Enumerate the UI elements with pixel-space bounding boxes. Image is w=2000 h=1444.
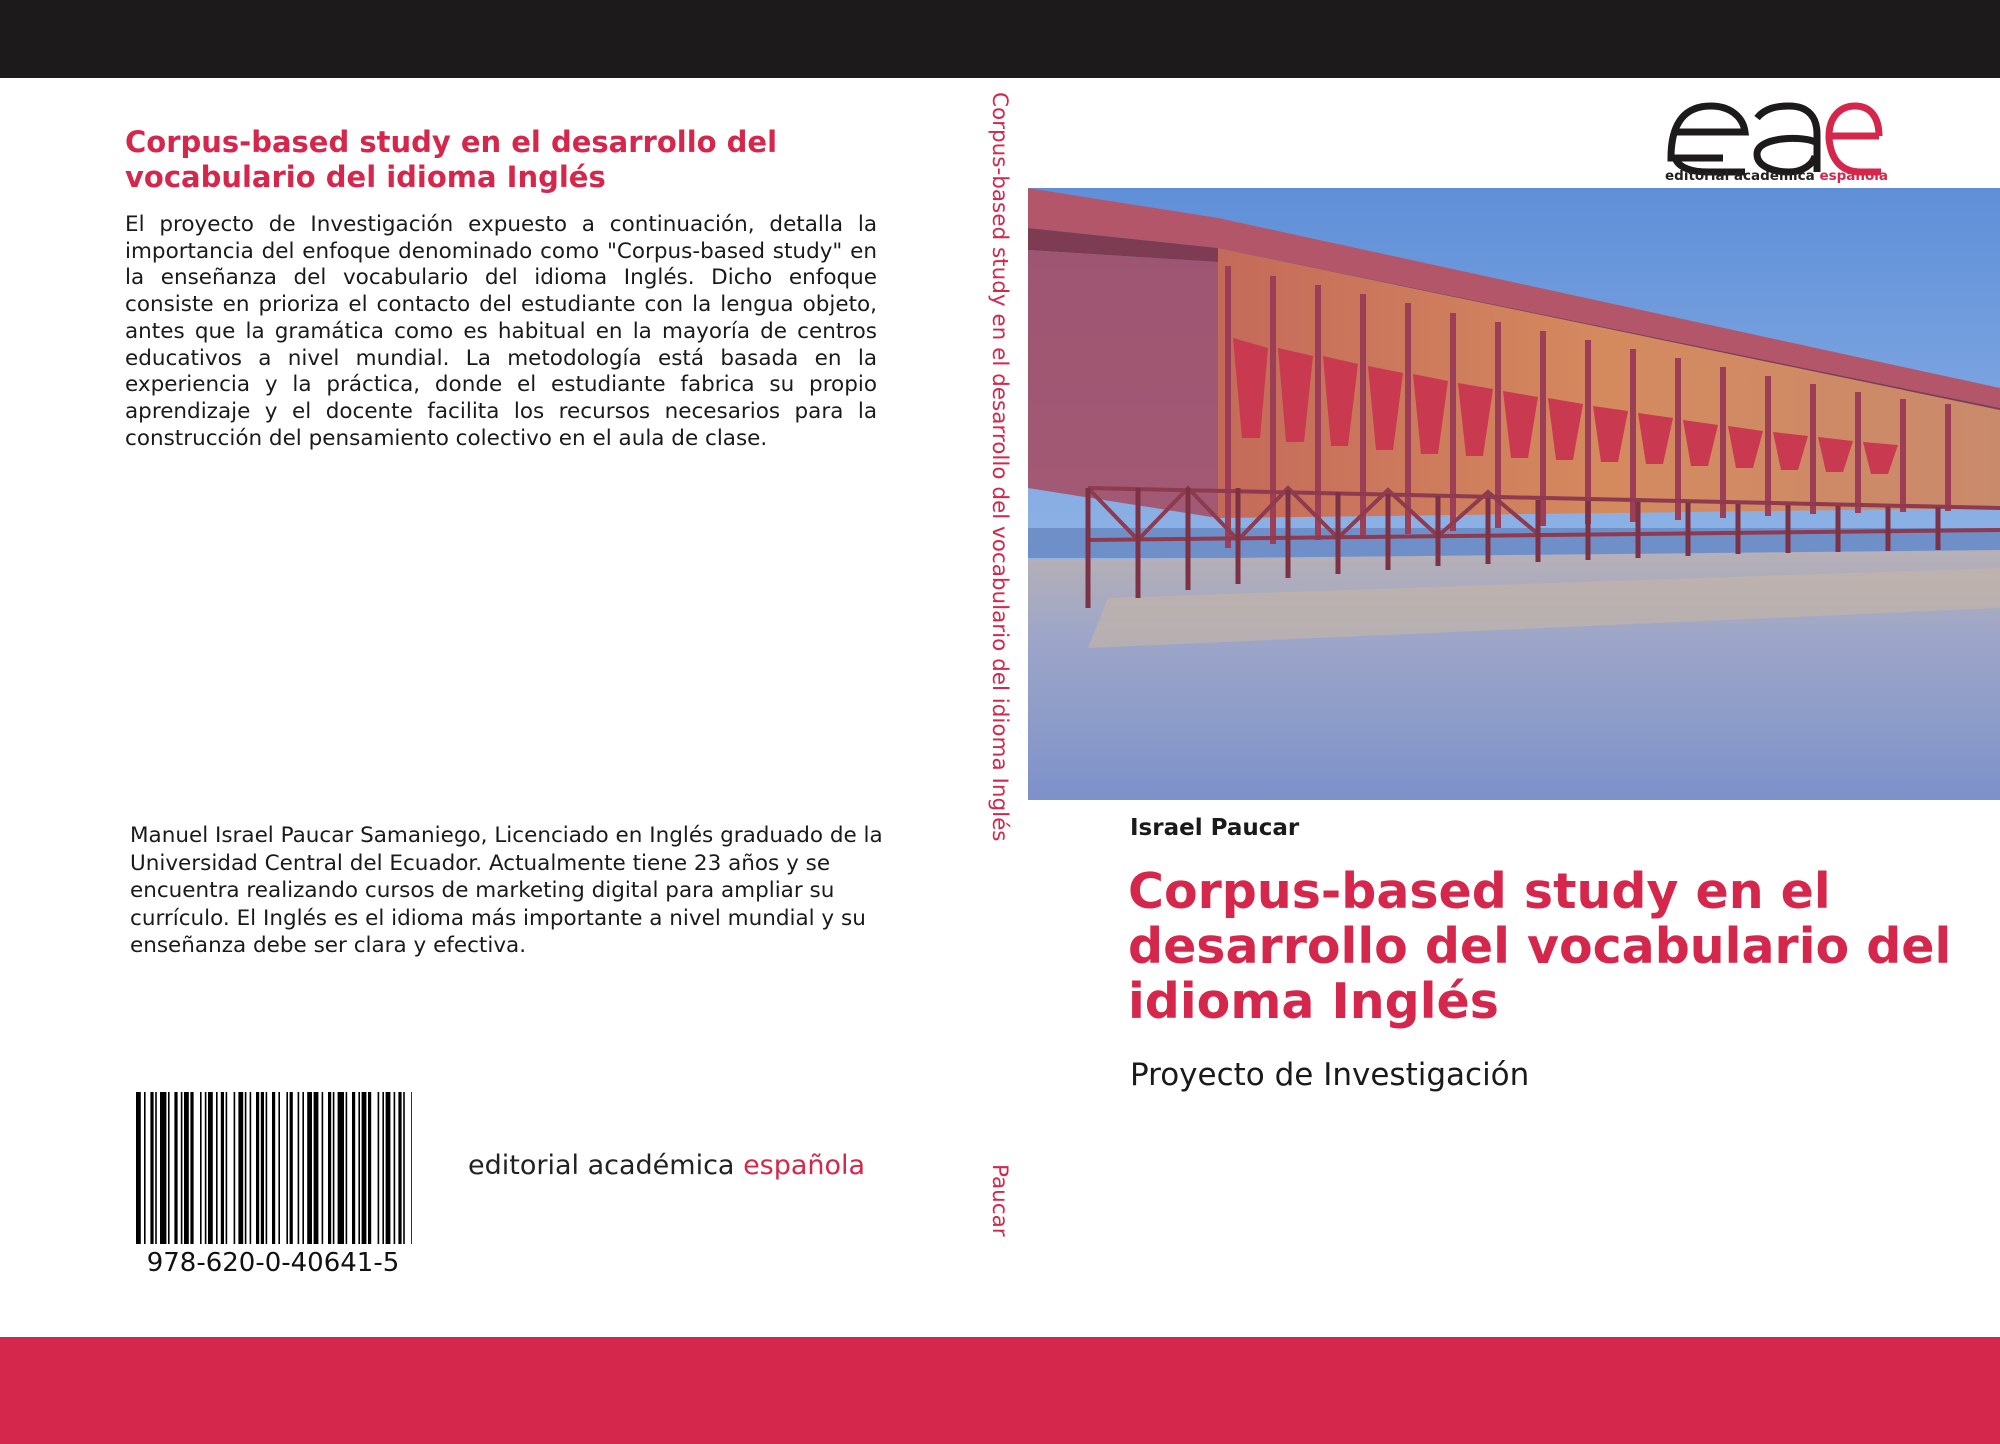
barcode-bar xyxy=(266,1092,268,1244)
barcode-bar xyxy=(150,1092,153,1244)
barcode-bar xyxy=(261,1092,264,1244)
barcode-bar xyxy=(216,1092,218,1244)
barcode-bar xyxy=(394,1092,396,1244)
barcode-bar xyxy=(362,1092,367,1244)
barcode-bar xyxy=(234,1092,236,1244)
barcode-bar xyxy=(256,1092,259,1244)
barcode-bar xyxy=(160,1092,166,1244)
barcode-bar xyxy=(382,1092,384,1244)
barcode-bar xyxy=(168,1092,170,1244)
author-bio: Manuel Israel Paucar Samaniego, Licenciado en Inglés graduado de la Universidad Central del Ecuador. Actualmente tiene 23 años y se encuentra realizando cursos de marketing digital para ampliar su currículo. El Inglés es el idioma más importante a nivel mundial y su enseñanza debe ser clara y efectiva. xyxy=(130,823,883,958)
barcode-bar xyxy=(368,1092,371,1244)
barcode-bar xyxy=(346,1092,348,1244)
barcode-bar xyxy=(307,1092,312,1244)
barcode-bar xyxy=(245,1092,247,1244)
barcode-bar xyxy=(250,1092,252,1244)
logo-caption-main: editorial académica xyxy=(1665,168,1820,184)
top-dark-band xyxy=(0,0,2000,78)
barcode-bar xyxy=(358,1092,360,1244)
barcode-bar xyxy=(200,1092,202,1244)
barcode-bar xyxy=(338,1092,344,1244)
barcode-bar xyxy=(144,1092,146,1244)
barcode-bar xyxy=(386,1092,391,1244)
barcode-bar xyxy=(352,1092,355,1244)
front-title: Corpus-based study en el desarrollo del vocabulario del idioma Inglés xyxy=(1128,863,1952,1030)
publisher-logo-caption xyxy=(1665,168,1889,184)
publisher-name-back xyxy=(468,1150,865,1181)
barcode-bar xyxy=(328,1092,331,1244)
publisher-name-main: editorial académica xyxy=(468,1150,744,1181)
barcode-bar xyxy=(403,1092,405,1244)
barcode-bar xyxy=(221,1092,224,1244)
barcode-bar xyxy=(333,1092,335,1244)
isbn-number: 978-620-0-40641-5 xyxy=(146,1248,400,1278)
barcode-bar xyxy=(298,1092,300,1244)
spine-title: Corpus-based study en el desarrollo del vocabulario del idioma Inglés xyxy=(987,92,1012,842)
barcode-bar xyxy=(286,1092,288,1244)
back-cover-title: Corpus-based study en el desarrollo del vocabulario del idioma Inglés xyxy=(125,125,778,194)
barcode-bar xyxy=(272,1092,275,1244)
spine-author: Paucar xyxy=(987,1164,1012,1237)
front-subtitle: Proyecto de Investigación xyxy=(1130,1057,1530,1093)
barcode-bar xyxy=(290,1092,293,1244)
bottom-accent-band xyxy=(0,1337,2000,1444)
barcode-bar xyxy=(278,1092,280,1244)
barcode-bar xyxy=(302,1092,304,1244)
barcode-bar xyxy=(155,1092,157,1244)
logo-caption-accent: española xyxy=(1819,168,1889,184)
pier-structure-photo xyxy=(1028,188,2000,800)
barcode-bar xyxy=(136,1092,141,1244)
barcode-icon xyxy=(136,1092,412,1244)
barcode-bar xyxy=(238,1092,243,1244)
barcode-bar xyxy=(205,1092,207,1244)
barcode-bar xyxy=(378,1092,380,1244)
barcode-bar xyxy=(322,1092,324,1244)
back-cover-blurb: El proyecto de Investigación expuesto a continuación, detalla la importancia del enfoque denominado como "Corpus-based study" en la enseñanza del vocabulario del idioma Inglés. Dicho enfoque consiste en prioriza el contacto del estudiante con la lengua objeto, antes que la gramática como es habitual en la mayoría de centros educativos a nivel mundial. La metodología está basada en la experiencia y la práctica, donde el estudiante fabrica su propio aprendizaje y el docente facilita los recursos necesarios para la construcción del pensamiento colectivo en el aula de clase. xyxy=(125,212,877,451)
barcode-bar xyxy=(226,1092,228,1244)
front-author: Israel Paucar xyxy=(1130,815,1300,841)
barcode-bar xyxy=(181,1092,183,1244)
barcode-bar xyxy=(314,1092,319,1244)
publisher-name-accent: española xyxy=(743,1150,866,1181)
barcode-bar xyxy=(184,1092,189,1244)
barcode-bar xyxy=(190,1092,193,1244)
barcode-bar xyxy=(411,1092,412,1244)
barcode-bar xyxy=(398,1092,401,1244)
barcode-bar xyxy=(208,1092,213,1244)
barcode-bar xyxy=(174,1092,177,1244)
